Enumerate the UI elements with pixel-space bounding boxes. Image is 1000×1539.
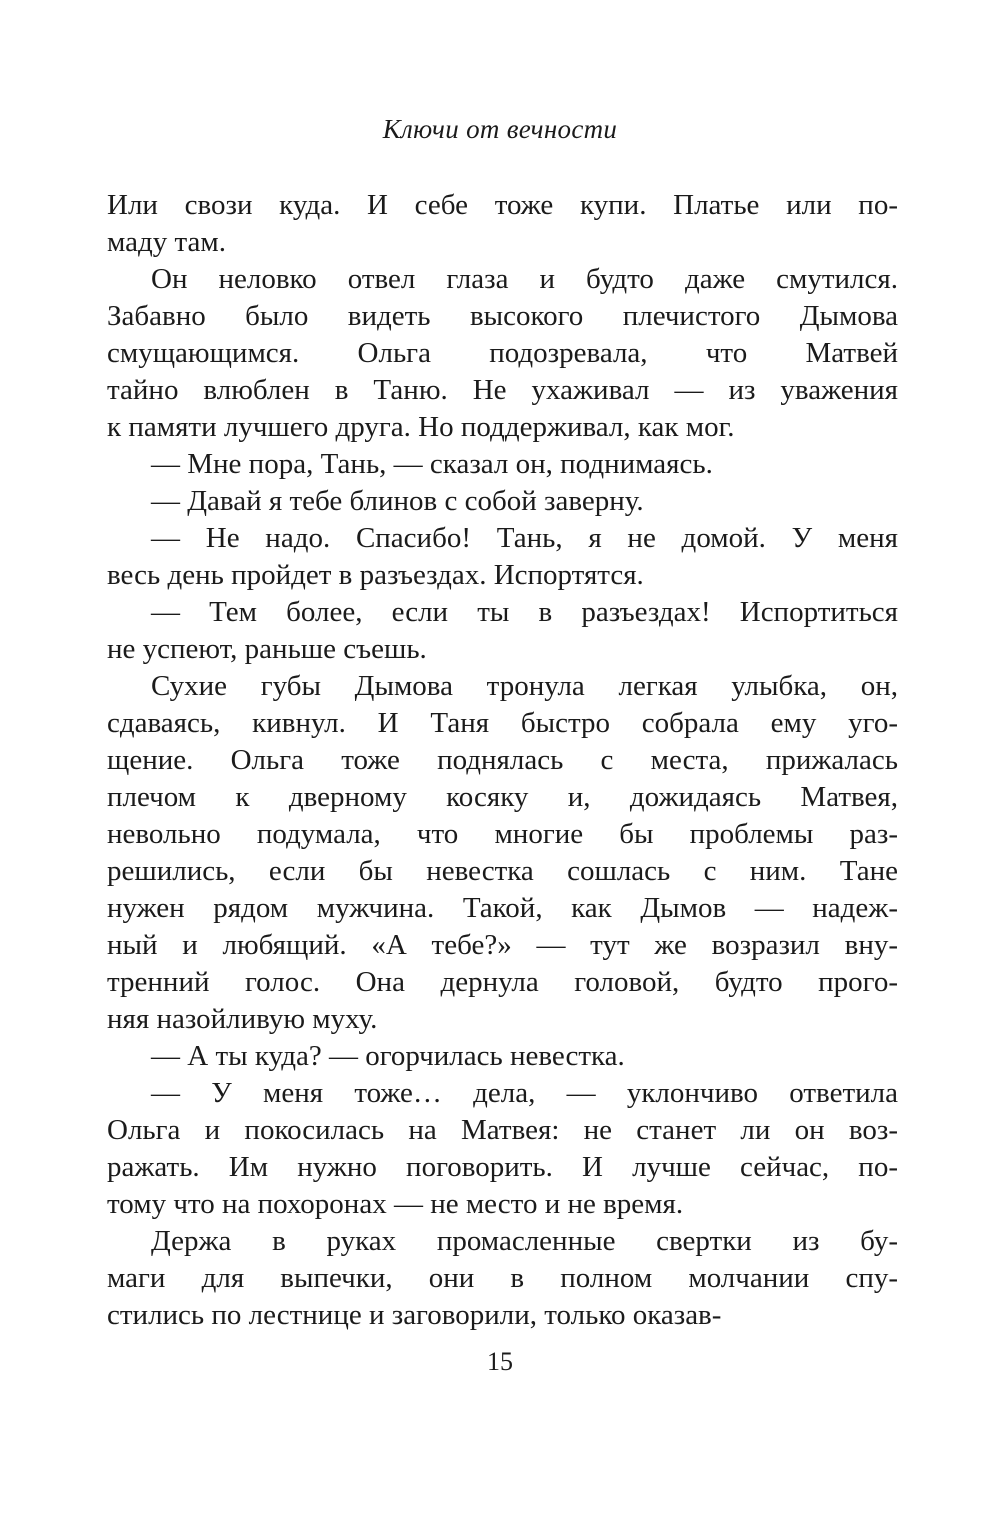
text-line: невольно подумала, что многие бы проблемы раз-	[107, 818, 898, 850]
text-line: Забавно было видеть высокого плечистого Дымова	[107, 300, 898, 332]
text-line: щение. Ольга тоже поднялась с места, прижалась	[107, 744, 898, 776]
text-line: не успеют, раньше съешь.	[107, 633, 427, 665]
text-line: тренний голос. Она дернула головой, будто прого-	[107, 966, 898, 998]
text-line: решились, если бы невестка сошлась с ним. Тане	[107, 855, 898, 887]
paragraph	[107, 261, 898, 446]
text-line: тому что на похоронах — не место и не время.	[107, 1188, 684, 1220]
text-line: ный и любящий. «А тебе?» — тут же возразил вну-	[107, 929, 898, 961]
text-line: Держа в руках промасленные свертки из бу-	[151, 1225, 898, 1257]
page-number: 15	[487, 1347, 513, 1376]
text-line: стились по лестнице и заговорили, только оказав-	[107, 1299, 722, 1331]
text-line: няя назойливую муху.	[107, 1003, 378, 1035]
text-line: — Давай я тебе блинов с собой заверну.	[151, 485, 644, 517]
text-line: сдаваясь, кивнул. И Таня быстро собрала ему уго-	[107, 707, 898, 739]
text-line: Он неловко отвел глаза и будто даже смутился.	[151, 263, 898, 295]
text-line: плечом к дверному косяку и, дожидаясь Матвея,	[107, 781, 898, 813]
paragraph	[107, 187, 898, 261]
text-line: весь день пройдет в разъездах. Испортятся.	[107, 559, 644, 591]
paragraph	[107, 1038, 898, 1075]
text-line: маду там.	[107, 226, 227, 258]
text-block	[107, 187, 898, 1334]
text-line: Или свози куда. И себе тоже купи. Платье или по-	[107, 189, 898, 221]
paragraph	[107, 483, 898, 520]
paragraph	[107, 1075, 898, 1223]
text-line: — Мне пора, Тань, — сказал он, поднимаясь.	[151, 448, 713, 480]
text-line: Ольга и покосилась на Матвея: не станет ли он воз-	[107, 1114, 898, 1146]
text-line: маги для выпечки, они в полном молчании спу-	[107, 1262, 898, 1294]
text-line: — Тем более, если ты в разъездах! Испортиться	[151, 596, 898, 628]
paragraph	[107, 520, 898, 594]
text-line: тайно влюблен в Таню. Не ухаживал — из уважения	[107, 374, 898, 406]
text-line: — А ты куда? — огорчилась невестка.	[151, 1040, 625, 1072]
paragraph	[107, 668, 898, 1038]
text-line: нужен рядом мужчина. Такой, как Дымов — надеж-	[107, 892, 898, 924]
running-header: Ключи от вечности	[382, 114, 618, 144]
text-line: Сухие губы Дымова тронула легкая улыбка, он,	[151, 670, 898, 702]
paragraph	[107, 1223, 898, 1334]
text-line: — У меня тоже… дела, — уклончиво ответила	[151, 1077, 898, 1109]
text-line: к памяти лучшего друга. Но поддерживал, как мог.	[107, 411, 735, 443]
paragraph	[107, 594, 898, 668]
paragraph	[107, 446, 898, 483]
text-line: смущающимся. Ольга подозревала, что Матвей	[107, 337, 898, 369]
text-line: — Не надо. Спасибо! Тань, я не домой. У меня	[151, 522, 898, 554]
text-line: ражать. Им нужно поговорить. И лучше сейчас, по-	[107, 1151, 898, 1183]
